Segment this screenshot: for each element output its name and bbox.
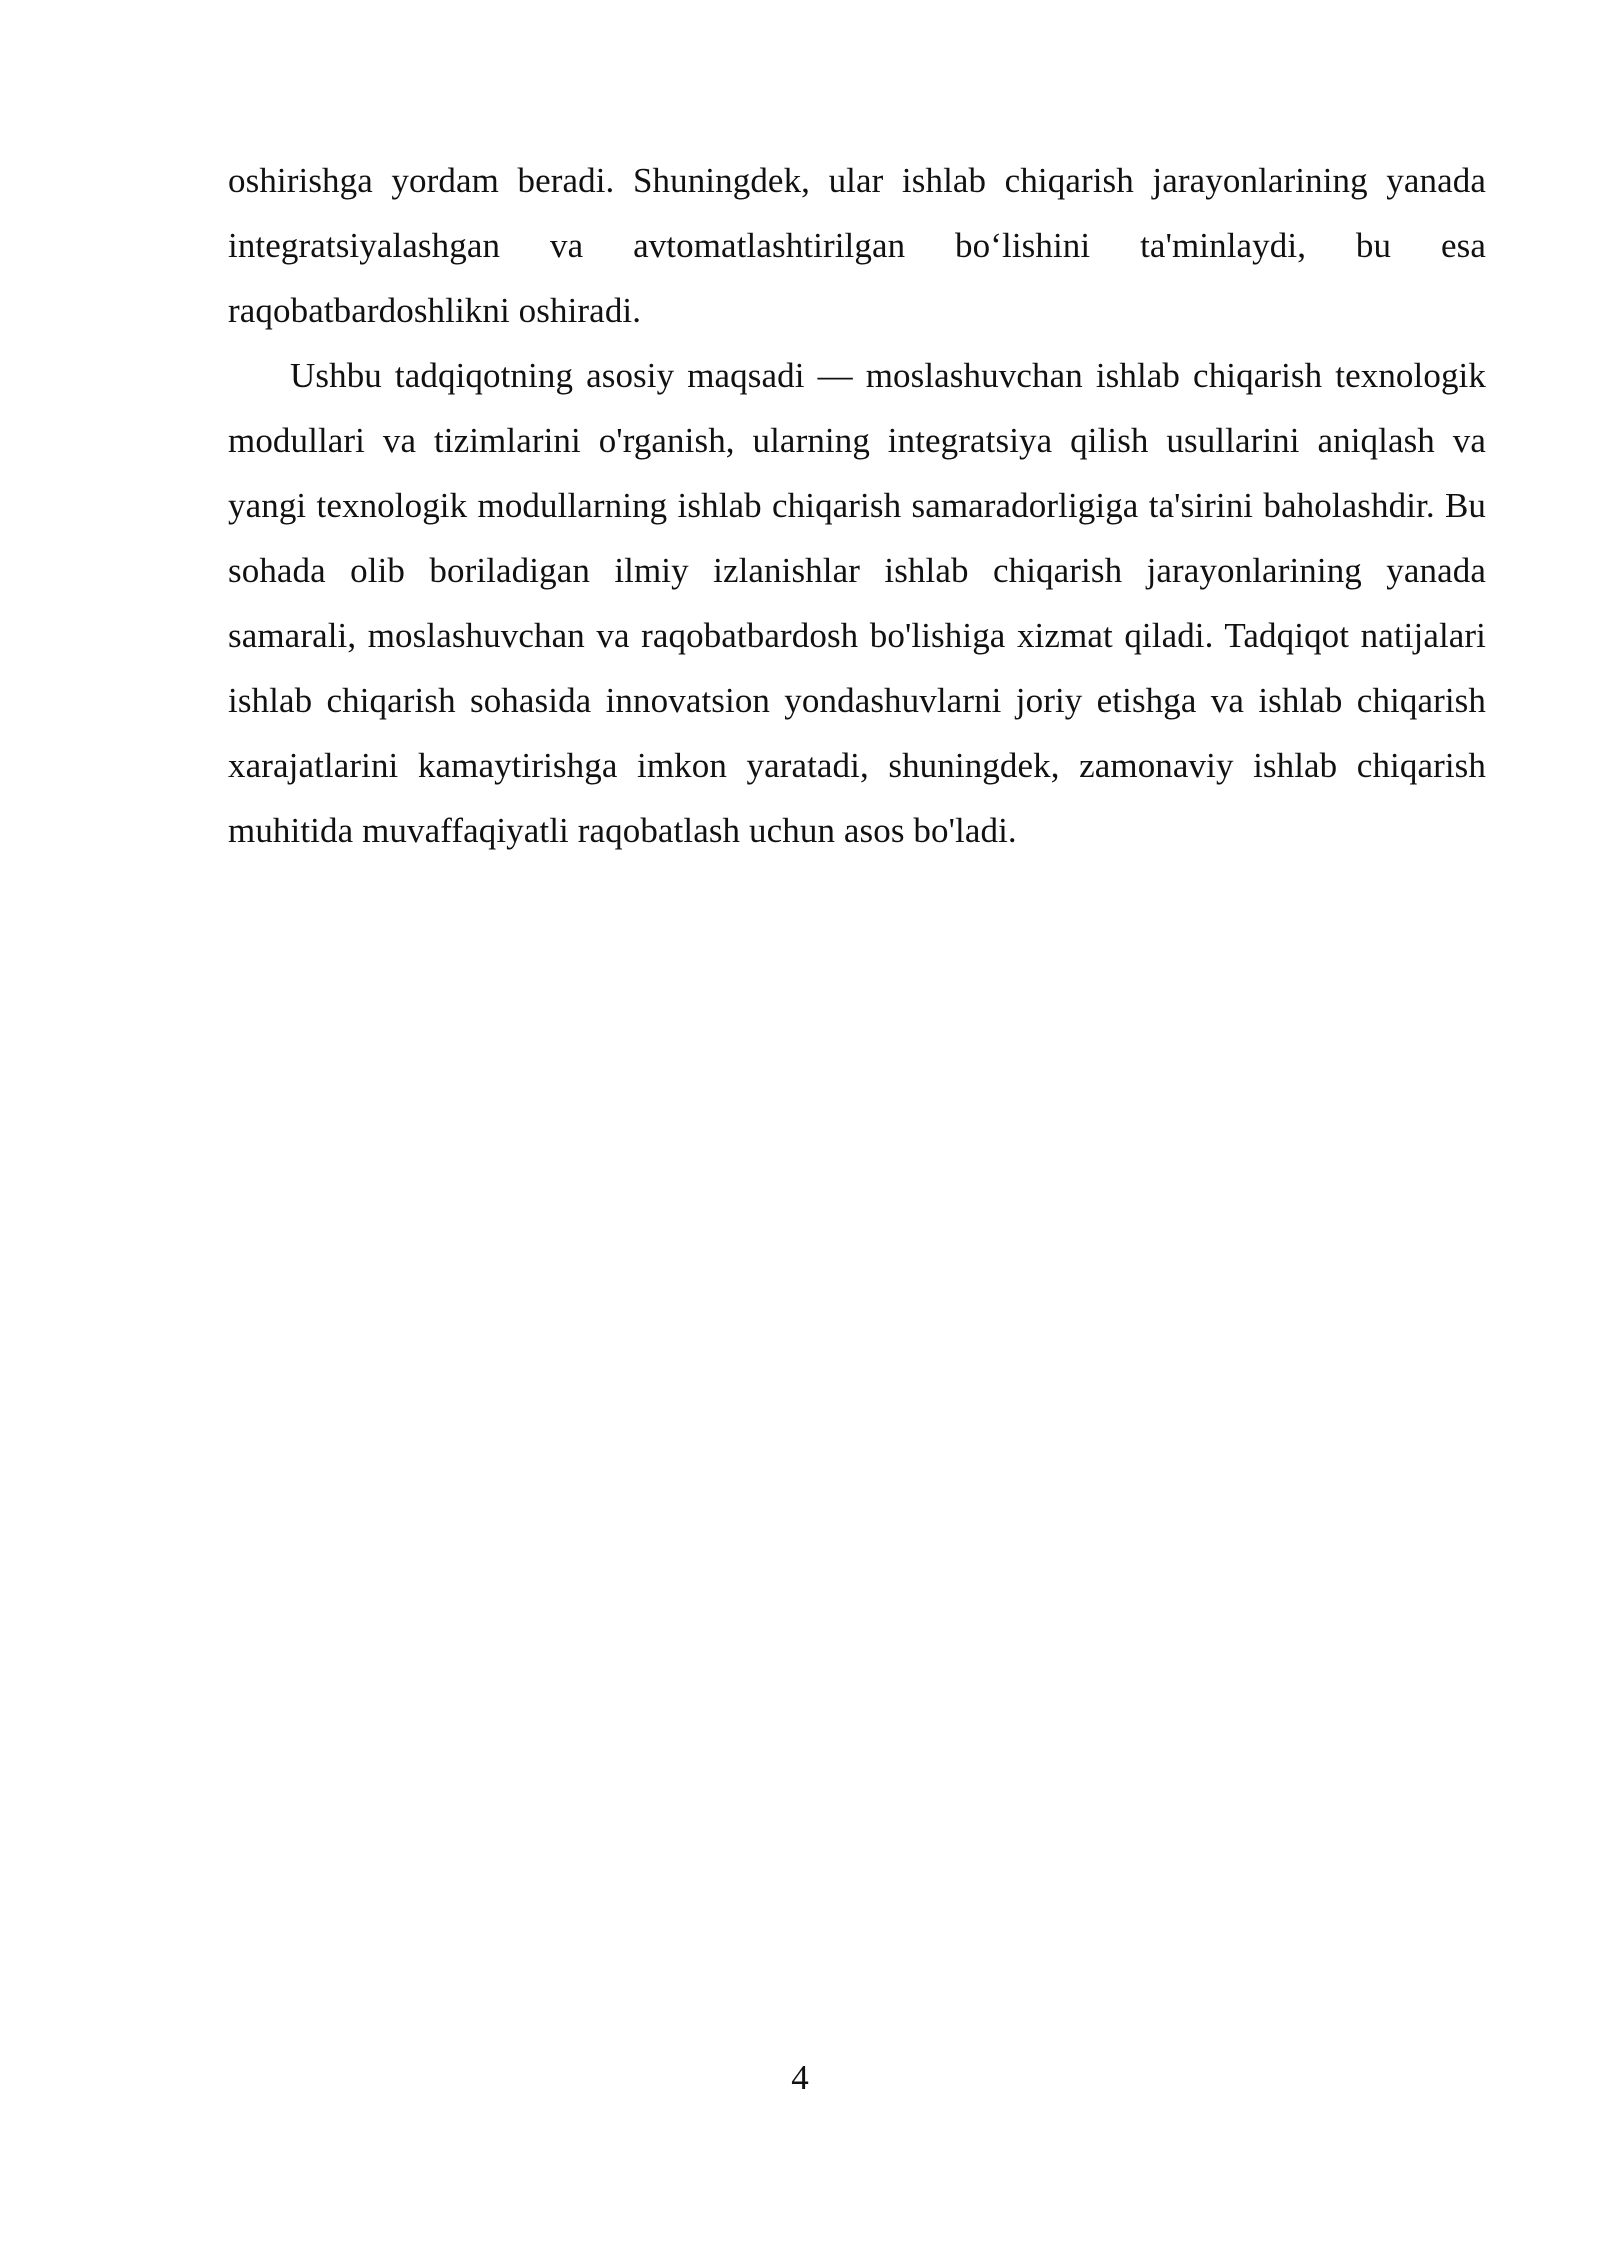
- paragraph-continuation: oshirishga yordam beradi. Shuningdek, ular ishlab chiqarish jarayonlarining yanada integratsiyalashgan va avtomatlashtirilgan bo‘lishini ta'minlaydi, bu esa raqobatbardoshlikni oshiradi.: [228, 161, 1486, 330]
- document-body: [228, 148, 1486, 863]
- paragraph-research-goal: Ushbu tadqiqotning asosiy maqsadi — moslashuvchan ishlab chiqarish texnologik modullari va tizimlarini o'rganish, ularning integratsiya qilish usullarini aniqlash va yangi texnologik modullarning ishlab chiqarish samaradorligiga ta'sirini baholashdir. Bu sohada olib boriladigan ilmiy izlanishlar ishlab chiqarish jarayonlarining yanada samarali, moslashuvchan va raqobatbardosh bo'lishiga xizmat qiladi. Tadqiqot natijalari ishlab chiqarish sohasida innovatsion yondashuvlarni joriy etishga va ishlab chiqarish xarajatlarini kamaytirishga imkon yaratadi, shuningdek, zamonaviy ishlab chiqarish muhitida muvaffaqiyatli raqobatlash uchun asos bo'ladi.: [228, 356, 1486, 850]
- page-number: 4: [791, 2058, 809, 2097]
